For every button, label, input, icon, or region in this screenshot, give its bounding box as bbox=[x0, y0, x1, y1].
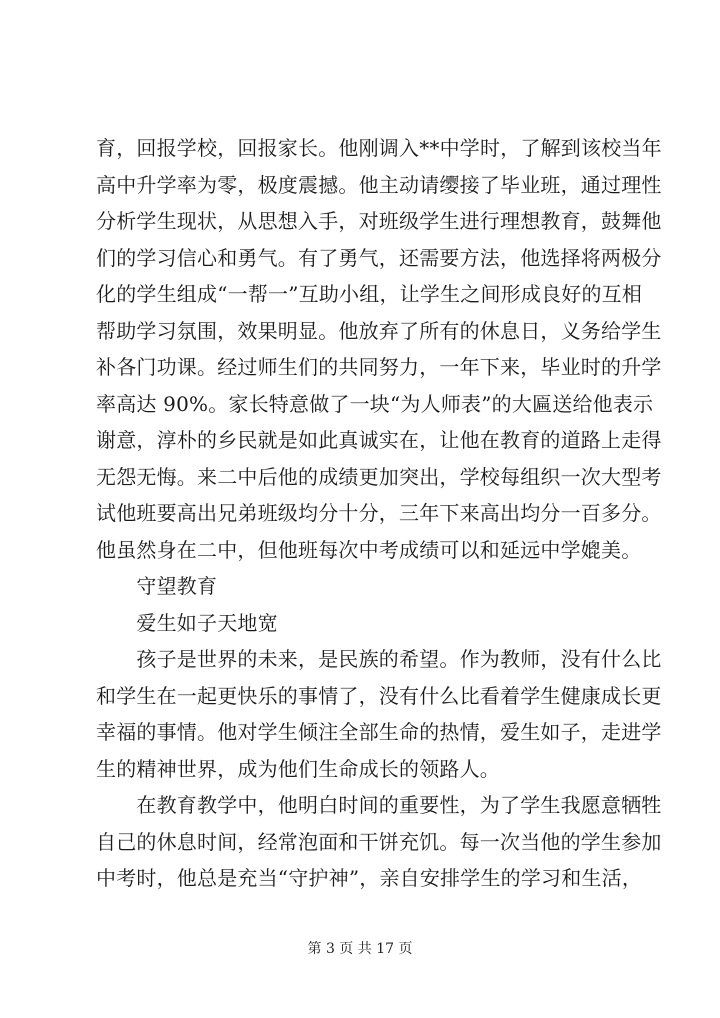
text-line-12: 他虽然身在二中，但他班每次中考成绩可以和延远中学媲美。 bbox=[96, 537, 642, 562]
body-text bbox=[96, 130, 662, 897]
text-line-17: 幸福的事情。他对学生倾注全部生命的热情，爱生如子，走进学 bbox=[96, 720, 662, 744]
section-heading-2: 爱生如子天地宽 bbox=[96, 610, 278, 635]
text-line-8: 率高达 90%。家长特意做了一块“为人师表”的大匾送给他表示 bbox=[96, 391, 654, 416]
text-line-18: 生的精神世界，成为他们生命成长的领路人。 bbox=[96, 756, 500, 781]
section-heading-1: 守望教育 bbox=[96, 574, 218, 598]
text-line-21: 中考时，他总是充当“守护神”，亲自安排学生的学习和生活， bbox=[96, 866, 643, 890]
text-line-1: 育，回报学校，回报家长。他刚调入**中学时，了解到该校当年 bbox=[96, 136, 662, 160]
text-line-3: 分析学生现状，从思想入手，对班级学生进行理想教育，鼓舞他 bbox=[96, 209, 662, 233]
text-line-2: 高中升学率为零，极度震撼。他主动请缨接了毕业班，通过理性 bbox=[96, 172, 662, 197]
text-line-15: 孩子是世界的未来，是民族的希望。作为教师，没有什么比 bbox=[96, 647, 662, 671]
text-line-20: 自己的休息时间，经常泡面和干饼充饥。每一次当他的学生参加 bbox=[96, 829, 662, 854]
text-line-7: 补各门功课。经过师生们的共同努力，一年下来，毕业时的升学 bbox=[96, 355, 662, 379]
page-footer: 第 3 页 共 17 页 bbox=[307, 941, 413, 957]
text-line-9: 谢意，淳朴的乡民就是如此真诚实在，让他在教育的道路上走得 bbox=[96, 428, 662, 452]
text-line-5: 化的学生组成“一帮一”互助小组，让学生之间形成良好的互相 bbox=[96, 282, 643, 306]
text-line-10: 无怨无悔。来二中后他的成绩更加突出，学校每组织一次大型考 bbox=[96, 464, 662, 489]
text-line-19: 在教育教学中，他明白时间的重要性，为了学生我愿意牺牲 bbox=[96, 793, 662, 817]
text-line-11: 试他班要高出兄弟班级均分十分，三年下来高出均分一百多分。 bbox=[96, 501, 662, 525]
text-line-6: 帮助学习氛围，效果明显。他放弃了所有的休息日，义务给学生 bbox=[96, 318, 662, 343]
text-line-16: 和学生在一起更快乐的事情了，没有什么比看着学生健康成长更 bbox=[96, 683, 662, 708]
text-line-4: 们的学习信心和勇气。有了勇气，还需要方法，他选择将两极分 bbox=[96, 245, 662, 270]
